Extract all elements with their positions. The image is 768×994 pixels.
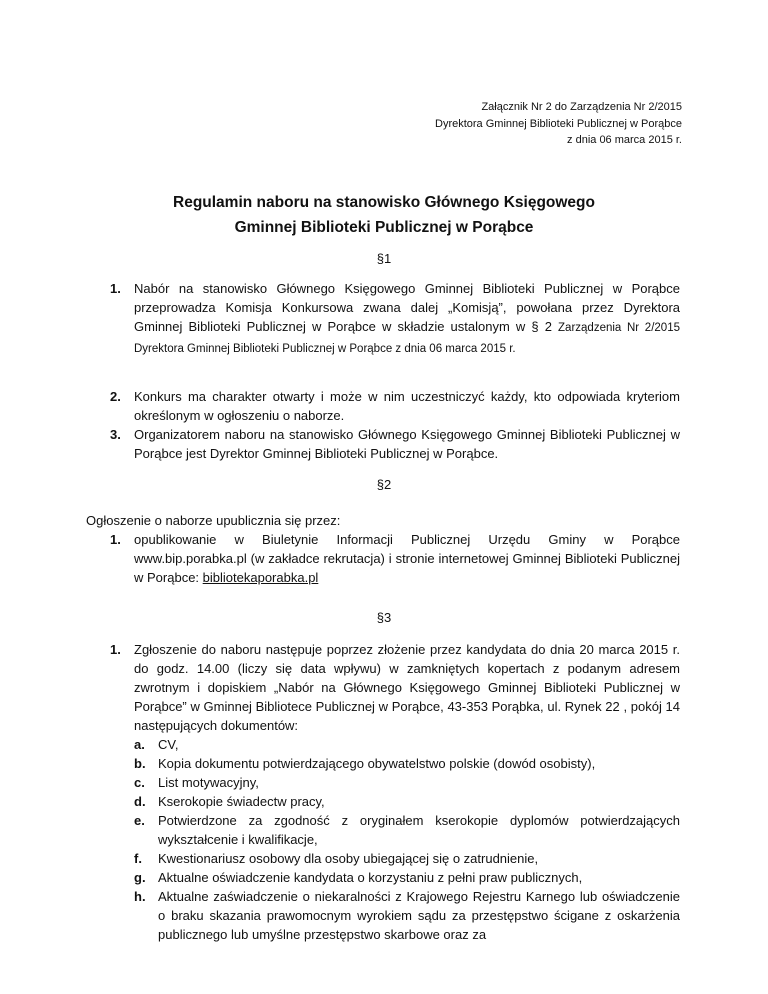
sublist-item [134, 773, 680, 792]
item-text-small: Zarządzenia Nr 2/2015 Dyrektora Gminnej Biblioteki Publicznej w Porąbce z dnia 06 marca 2015 r. [134, 322, 680, 355]
header-line-1: Załącznik Nr 2 do Zarządzenia Nr 2/2015 [481, 101, 682, 113]
item-letter: b. [134, 756, 146, 771]
item-text: Organizatorem naboru na stanowisko Głównego Księgowego Gminnej Biblioteki Publicznej w Porąbce jest Dyrektor Gminnej Biblioteki Publicznej w Porąbce. [134, 427, 680, 461]
sublist-item [134, 792, 680, 811]
sublist-item-text: Aktualne zaświadczenie o niekaralności z Krajowego Rejestru Karnego lub oświadczenie o braku skazania prawomocnym wyrokiem sądu za przestępstwo ścigane z oskarżenia publicznego lub umyślne przestępstwo skarbowe oraz za [158, 889, 680, 942]
item-letter: f. [134, 851, 142, 866]
sublist-item [134, 811, 680, 849]
item-letter: h. [134, 889, 146, 904]
title-line-2: Gminnej Biblioteki Publicznej w Porąbce [234, 219, 534, 236]
item-number: 1. [110, 642, 121, 657]
item-text: Zgłoszenie do naboru następuje poprzez złożenie przez kandydata do dnia 20 marca 2015 r. do godz. 14.00 (liczy się data wpływu) w zamkniętych kopertach z podanym adresem zwrotnym i dopiskiem „Nabór na Głównego Księgowego Gminnej Biblioteki Publicznej w Porąbce” w Gminnej Bibliotece Publicznej w Porąbce, 43-353 Porąbka, ul. Rynek 22 , pokój 14 następujących dokumentów: [134, 642, 680, 733]
item-letter: c. [134, 775, 145, 790]
item-letter: d. [134, 794, 146, 809]
sublist-item-text: Kwestionariusz osobowy dla osoby ubiegającej się o zatrudnienie, [158, 851, 539, 866]
sublist-item-text: Aktualne oświadczenie kandydata o korzystaniu z pełni praw publicznych, [158, 870, 583, 885]
item-text: Konkurs ma charakter otwarty i może w nim uczestniczyć każdy, kto odpowiada kryteriom określonym w ogłoszeniu o naborze. [134, 389, 680, 423]
library-website-link[interactable]: bibliotekaporabka.pl [202, 570, 319, 585]
item-number: 1. [110, 532, 121, 547]
sublist-item [134, 735, 680, 754]
section-1-heading: §1 [376, 251, 392, 266]
header-line-3: z dnia 06 marca 2015 r. [567, 134, 682, 146]
sublist-item-text: CV, [158, 737, 179, 752]
item-number: 2. [110, 389, 121, 404]
item-text: opublikowanie w Biuletynie Informacji Publicznej Urzędu Gminy w Porąbce www.bip.porabka.pl (w zakładce rekrutacja) i stronie internetowej Gminnej Biblioteki Publicznej w Porąbce: [134, 532, 680, 585]
sublist-item-text: List motywacyjny, [158, 775, 259, 790]
sublist-item [134, 887, 680, 944]
header-line-2: Dyrektora Gminnej Biblioteki Publicznej w Porąbce [435, 117, 682, 130]
item-text: Nabór na stanowisko Głównego Księgowego Gminnej Biblioteki Publicznej w Porąbce przeprowadza Komisja Konkursowa zwana dalej „Komisją”, powołana przez Dyrektora Gminnej Biblioteki Publicznej w Porąbce w składzie ustalonym w § 2 [134, 281, 680, 334]
section-1-list [110, 279, 680, 359]
section-1-list-continued [110, 387, 680, 463]
sublist-item-text: Kopia dokumentu potwierdzającego obywatelstwo polskie (dowód osobisty), [158, 756, 596, 771]
list-item [110, 640, 680, 944]
section-2-heading: §2 [376, 477, 392, 492]
sublist-item-text: Potwierdzone za zgodność z oryginałem kserokopie dyplomów potwierdzających wykształcenie i kwalifikacje, [158, 813, 680, 847]
item-letter: a. [134, 737, 145, 752]
document-title [0, 190, 768, 240]
list-item [110, 530, 680, 587]
section-2-list [110, 530, 680, 587]
sublist-item [134, 868, 680, 887]
item-letter: g. [134, 870, 146, 885]
item-number: 3. [110, 427, 121, 442]
sublist-item [134, 849, 680, 868]
item-letter: e. [134, 813, 145, 828]
documents-sublist [134, 735, 680, 944]
item-number: 1. [110, 281, 121, 296]
sublist-item-text: Kserokopie świadectw pracy, [158, 794, 325, 809]
section-3-heading: §3 [376, 610, 392, 625]
attachment-header [435, 99, 682, 149]
section-2-intro: Ogłoszenie o naborze upublicznia się przez: [86, 513, 341, 528]
list-item [110, 279, 680, 359]
list-item [110, 387, 680, 425]
title-line-1: Regulamin naboru na stanowisko Głównego Księgowego [173, 194, 595, 211]
list-item [110, 425, 680, 463]
section-3-list [110, 640, 680, 944]
sublist-item [134, 754, 680, 773]
